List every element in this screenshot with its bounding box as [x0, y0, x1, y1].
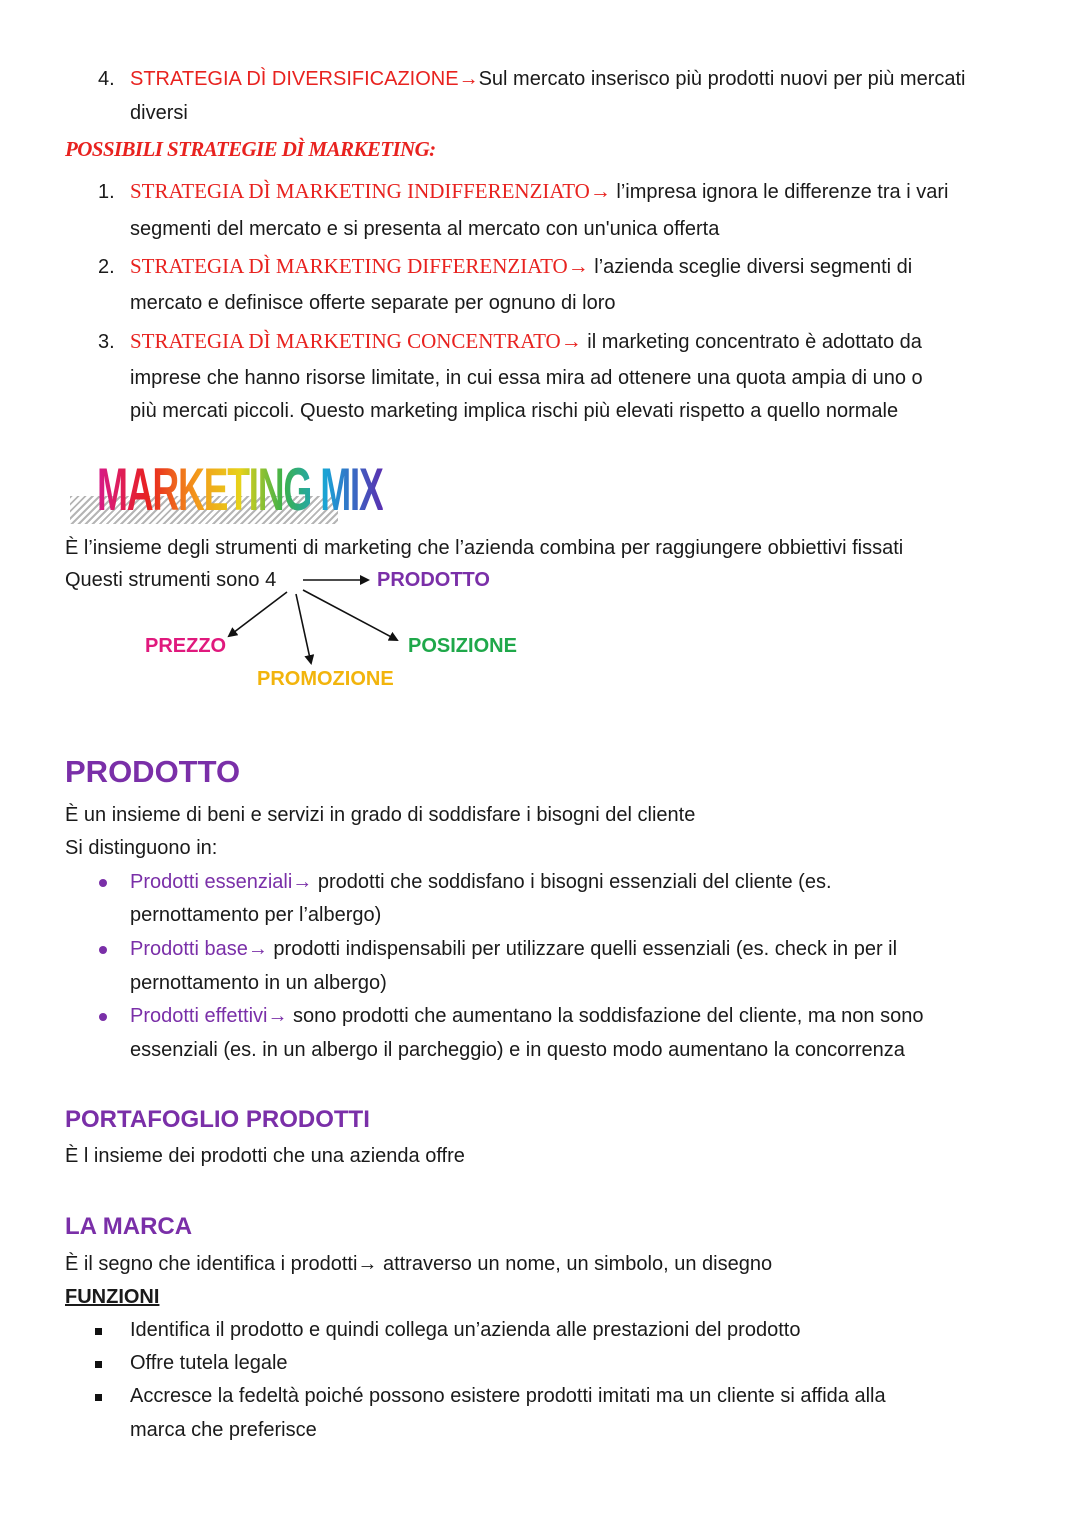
- marketing-mix-title: MARKETING MIX: [97, 456, 383, 523]
- strategy-4-number: 4.: [98, 68, 115, 90]
- function-item: Accresce la fedeltà poiché possono esistere prodotti imitati ma un cliente si affida alla: [130, 1385, 886, 1407]
- strategy-2: [98, 254, 912, 279]
- product-item-essenziali: [130, 871, 832, 894]
- bullet-dot: [99, 946, 107, 954]
- strategy-1-text-cont: segmenti del mercato e si presenta al mercato con un'unica offerta: [130, 218, 720, 240]
- strategy-1-text: l’impresa ignora le differenze tra i vari: [610, 181, 949, 203]
- tool-prezzo: PREZZO: [145, 635, 227, 657]
- marketing-strategies-heading: POSSIBILI STRATEGIE DÌ MARKETING:: [65, 137, 436, 161]
- strategy-1: [98, 179, 948, 204]
- strategy-4-text: Sul mercato inserisco più prodotti nuovi per più mercati: [478, 68, 966, 90]
- bullet-square: [95, 1394, 102, 1401]
- strategy-3: [98, 329, 922, 354]
- product-text: sono prodotti che aumentano la soddisfazione del cliente, ma non sono: [287, 1005, 924, 1027]
- tool-promozione: PROMOZIONE: [257, 668, 394, 690]
- strategy-1-number: 1.: [98, 181, 115, 203]
- strategy-3-number: 3.: [98, 331, 115, 353]
- product-text-cont: pernottamento in un albergo): [130, 972, 387, 994]
- product-term: Prodotti base→: [130, 938, 268, 960]
- product-text-cont: essenziali (es. in un albergo il parcheggio) e in questo modo aumentano la concorrenza: [130, 1039, 905, 1061]
- portafoglio-definition: È l insieme dei prodotti che una azienda offre: [65, 1145, 465, 1167]
- marca-definition: È il segno che identifica i prodotti→ attraverso un nome, un simbolo, un disegno: [65, 1253, 773, 1275]
- strategy-3-text-cont: imprese che hanno risorse limitate, in cui essa mira ad ottenere una quota ampia di uno o: [130, 367, 923, 389]
- strategy-3-text-cont-2: più mercati piccoli. Questo marketing implica rischi più elevati rispetto a quello normale: [130, 400, 899, 422]
- tool-posizione: POSIZIONE: [408, 635, 517, 657]
- product-term: Prodotti essenziali→: [130, 871, 313, 893]
- marca-heading: LA MARCA: [65, 1213, 193, 1240]
- strategy-2-title: STRATEGIA DÌ MARKETING DIFFERENZIATO→: [130, 254, 589, 278]
- tools-intro: Questi strumenti sono 4: [65, 569, 277, 591]
- product-item-base: [130, 938, 897, 961]
- functions-label: FUNZIONI: [65, 1286, 160, 1308]
- strategy-4-title: STRATEGIA DÌ DIVERSIFICAZIONE→: [130, 68, 479, 90]
- product-text: prodotti che soddisfano i bisogni essenziali del cliente (es.: [312, 871, 832, 893]
- prodotto-intro: Si distinguono in:: [65, 837, 218, 859]
- arrow-prezzo: [229, 592, 287, 636]
- tool-prodotto: PRODOTTO: [377, 569, 490, 591]
- arrow-posizione: [303, 590, 397, 640]
- prodotto-definition: È un insieme di beni e servizi in grado di soddisfare i bisogni del cliente: [65, 804, 696, 826]
- function-item: Offre tutela legale: [130, 1352, 288, 1374]
- product-text-cont: pernottamento per l’albergo): [130, 904, 382, 926]
- function-item-cont: marca che preferisce: [130, 1419, 317, 1441]
- bullet-dot: [99, 879, 107, 887]
- strategy-4: [98, 68, 965, 91]
- portafoglio-heading: PORTAFOGLIO PRODOTTI: [65, 1106, 370, 1133]
- bullet-dot: [99, 1013, 107, 1021]
- strategy-4-text-cont: diversi: [130, 102, 188, 124]
- product-text: prodotti indispensabili per utilizzare quelli essenziali (es. check in per il: [267, 938, 898, 960]
- product-item-effettivi: [130, 1005, 923, 1028]
- marketing-mix-definition: È l’insieme degli strumenti di marketing che l’azienda combina per raggiungere obbiettivi fissati: [65, 537, 904, 559]
- strategy-1-title: STRATEGIA DÌ MARKETING INDIFFERENZIATO→: [130, 179, 611, 203]
- arrow-promozione: [296, 594, 311, 663]
- bullet-square: [95, 1328, 102, 1335]
- strategy-2-text: l’azienda sceglie diversi segmenti di: [588, 256, 913, 278]
- prodotto-heading: PRODOTTO: [65, 754, 241, 789]
- strategy-2-number: 2.: [98, 256, 115, 278]
- strategy-3-title: STRATEGIA DÌ MARKETING CONCENTRATO→: [130, 329, 582, 353]
- function-item: Identifica il prodotto e quindi collega un’azienda alle prestazioni del prodotto: [130, 1319, 801, 1341]
- strategy-3-text: il marketing concentrato è adottato da: [581, 331, 922, 353]
- strategy-2-text-cont: mercato e definisce offerte separate per ognuno di loro: [130, 292, 616, 314]
- bullet-square: [95, 1361, 102, 1368]
- product-term: Prodotti effettivi→: [130, 1005, 288, 1027]
